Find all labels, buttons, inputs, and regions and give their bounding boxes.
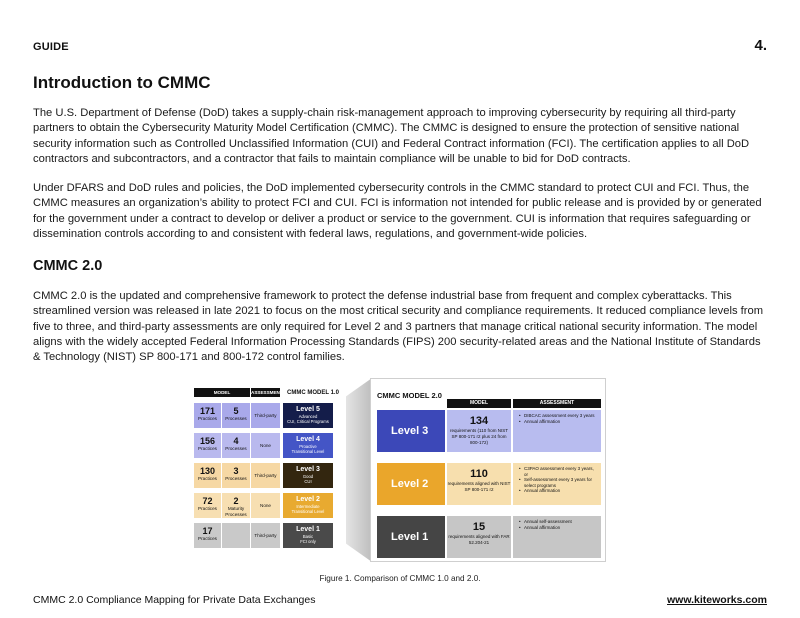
transition-shape [346,378,372,562]
v1-practices-label: Practices [198,476,217,481]
v1-level-descriptor: Advanced [298,414,318,419]
v2-level-block: Level 2 [377,463,445,505]
v1-processes-cell [222,523,250,548]
v1-assessment-cell: Third-party [251,523,280,548]
guide-label: GUIDE [33,41,69,53]
v1-assessment-cell: Third-party [251,403,280,428]
v1-processes-label: Processes [225,446,247,451]
v1-header-assessment: ASSESSMENT [251,390,283,395]
v2-header-model: MODEL [447,399,511,408]
v2-level-block: Level 3 [377,410,445,452]
v1-practices-label: Practices [198,446,217,451]
cmmc-comparison-figure [194,378,606,562]
v1-processes-count: 5 [233,406,239,416]
v1-level-block [283,433,333,458]
v1-processes-label: Maturity Processes [225,506,247,517]
v1-level-descriptor: Basic [302,534,314,539]
v1-practices-count: 72 [202,496,213,506]
v2-assessment-cell [513,410,601,452]
intro-paragraph-2: Under DFARS and DoD rules and policies, the DoD implemented cybersecurity controls in the CMMC standard to protect CUI and FCI. Thus, the CMMC measures an organization’s ability to protect FCI and CUI. FCI is information not intended for public release and is provided by or generated for the government under a contract to develop or deliver a product or service to the government. CUI is information that requires safeguarding or dissemination controls according to and consistent with federal laws, regulations, and government-wide policies. [33,182,762,240]
v1-level-scope: Transitional Level [291,449,325,454]
v1-level-name: Level 4 [296,436,320,443]
v2-assessment-cell [513,463,601,505]
cmmc2-paragraph: CMMC 2.0 is the updated and comprehensive framework to protect the defense industrial base from frequent and complex cyberattacks. This streamlined version was released in late 2021 to focus on the most critical security and compliance requirements. It reduced compliance levels from five to three, and third-party assessments are only required for Level 2 and 3 partners that manage critical national security information. The model aligns with the widely accepted Federal Information Processing Standards (FIPS) 200 security-related areas and the National Institute of Standards & Technology (NIST) SP 800-171 and 800-172 control families. [33,290,764,364]
v2-assessment-list [519,413,598,424]
intro-paragraph-1: The U.S. Department of Defense (DoD) takes a supply-chain risk-management approach to improving cybersecurity by requiring all third-party partners to obtain the Cybersecurity Maturity Model Certification (CMMC). The CMMC is designed to ensure the protection of sensitive national security information such as Controlled Unclassified Information (CUI) and Federal Contract information (FCI). The certification applies to all DoD contractors and subcontractors, and a contractor that fails to maintain compliance will be unable to bid for DoD contracts. [33,107,750,165]
v1-level-descriptor: Proactive [299,444,317,449]
v2-requirement-description: requirements aligned with FAR 52.204-21 [448,534,510,545]
v1-practices-label: Practices [198,416,217,421]
v2-requirement-count: 110 [470,468,488,480]
footer-document-title: CMMC 2.0 Compliance Mapping for Private Data Exchanges [33,594,316,606]
v1-practices-cell [194,433,221,458]
v1-level-block [283,493,333,518]
v1-processes-cell [222,493,250,518]
v1-practices-cell [194,463,221,488]
v2-requirement-count: 134 [469,415,489,427]
v2-requirement-count: 15 [472,521,486,533]
v1-level-name: Level 1 [296,526,320,533]
cmmc-1-diagram [194,388,346,554]
v1-processes-count: 4 [233,436,239,446]
intro-heading: Introduction to CMMC [33,73,211,92]
v2-assessment-item: • Annual affirmation [519,525,598,531]
v2-model-cell [447,516,511,558]
v1-header-model: MODEL [194,388,250,397]
v2-assessment-item: • C3PAO assessment every 3 years, or [519,466,598,477]
v1-processes-cell [222,463,250,488]
v1-assessment-cell: Third-party [251,463,280,488]
v1-level-descriptor: Good [302,474,314,479]
v2-model-cell [447,410,511,452]
figure-caption: Figure 1. Comparison of CMMC 1.0 and 2.0. [319,574,481,583]
v1-level-scope: Transitional Level [291,509,325,514]
v2-assessment-item: • Annual affirmation [519,488,598,494]
v1-level-descriptor: Intermediate [296,504,320,509]
v1-processes-label: Processes [225,416,247,421]
v1-processes-count: 3 [233,466,239,476]
v1-assessment-cell: None [251,493,280,518]
v2-assessment-item: • Annual self-assessment [519,519,598,525]
v1-practices-count: 171 [199,406,216,416]
v2-assessment-item: • DIBCAC assessment every 3 years [519,413,598,419]
v1-level-name: Level 3 [296,466,320,473]
v1-processes-label: Processes [225,476,247,481]
v2-assessment-item: • Self-assessment every 3 years for select programs [519,477,598,488]
cmmc2-heading: CMMC 2.0 [33,258,103,274]
v1-level-name: Level 5 [296,406,320,413]
v1-level-name: Level 2 [296,496,320,503]
v1-level-scope: FCI only [300,539,316,544]
v2-assessment-list [519,519,598,530]
v2-title: CMMC MODEL 2.0 [377,391,442,400]
v1-assessment-cell: None [251,433,280,458]
v1-level-scope: CUI, Critical Programs [287,419,329,424]
v2-assessment-cell [513,516,601,558]
v1-level-scope: CUI [304,479,312,484]
v1-processes-cell [222,433,250,458]
v2-assessment-list [519,466,598,494]
v1-practices-count: 156 [199,436,216,446]
v1-level-block [283,463,333,488]
v2-model-cell [447,463,511,505]
v2-assessment-item: • Annual affirmation [519,419,598,425]
v1-level-block [283,523,333,548]
v1-practices-count: 17 [202,526,213,536]
page-number: 4. [754,37,767,54]
v1-practices-cell [194,493,221,518]
v2-requirement-description: requirements aligned with NIST SP 800-171 r2 [447,481,511,492]
v1-processes-cell [222,403,250,428]
cmmc-2-diagram [370,378,606,562]
v1-practices-label: Practices [198,506,217,511]
v1-processes-count: 2 [233,496,239,506]
v1-practices-cell [194,523,221,548]
v2-header-assessment: ASSESSMENT [513,399,601,408]
v1-practices-count: 130 [199,466,216,476]
v2-level-block: Level 1 [377,516,445,558]
v1-title: CMMC MODEL 1.0 [287,390,339,396]
v1-practices-cell [194,403,221,428]
footer-website-link[interactable]: www.kiteworks.com [667,594,767,606]
v1-level-block [283,403,333,428]
v2-requirement-description: requirements (110 from NIST SP 800-171 r2 plus 24 from 800-172) [450,428,508,445]
v1-practices-label: Practices [198,536,217,541]
